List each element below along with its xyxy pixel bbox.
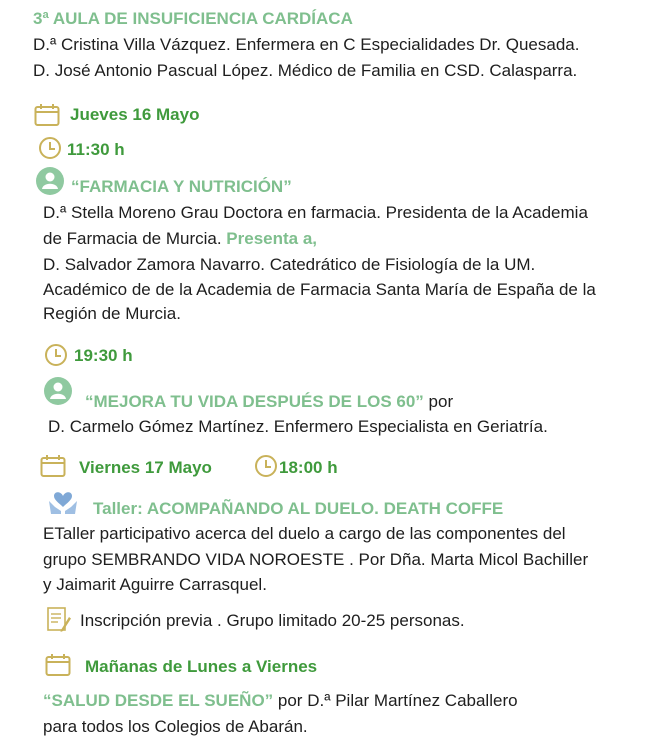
speaker-line: D. José Antonio Pascual López. Médico de Familia en CSD. Calasparra. bbox=[33, 61, 578, 80]
speaker-line: D.ª Cristina Villa Vázquez. Enfermera en C Especialidades Dr. Quesada. bbox=[33, 35, 580, 54]
page-title: 3ª AULA DE INSUFICIENCIA CARDÍACA bbox=[33, 9, 353, 28]
talk-title: Taller: ACOMPAÑANDO AL DUELO. DEATH COFFE bbox=[93, 499, 504, 518]
talk-text: Región de Murcia. bbox=[43, 304, 181, 323]
presenta-label: Presenta a, bbox=[226, 229, 318, 248]
document-edit-icon bbox=[46, 606, 72, 634]
talk-text: Académico de de la Academia de Farmacia Santa María de España de la bbox=[43, 280, 596, 299]
event-time: 11:30 h bbox=[67, 140, 125, 159]
talk-text: para todos los Colegios de Abarán. bbox=[43, 717, 308, 736]
clock-icon bbox=[38, 136, 62, 160]
talk-title-line: “MEJORA TU VIDA DESPUÉS DE LOS 60” por bbox=[85, 392, 454, 411]
clock-icon bbox=[254, 454, 278, 478]
user-icon bbox=[43, 376, 73, 406]
talk-text: de Farmacia de Murcia. Presenta a, bbox=[43, 229, 318, 248]
event-time: 19:30 h bbox=[74, 346, 133, 365]
talk-title-line: “SALUD DESDE EL SUEÑO” por D.ª Pilar Martínez Caballero bbox=[43, 691, 518, 710]
calendar-icon bbox=[45, 653, 71, 677]
talk-title: “FARMACIA Y NUTRICIÓN” bbox=[71, 177, 292, 196]
talk-text: D.ª Stella Moreno Grau Doctora en farmacia. Presidenta de la Academia bbox=[43, 203, 588, 222]
talk-text: D. Carmelo Gómez Martínez. Enfermero Especialista en Geriatría. bbox=[48, 417, 548, 436]
event-time: 18:00 h bbox=[279, 458, 338, 477]
calendar-icon bbox=[34, 103, 60, 127]
talk-text: ETaller participativo acerca del duelo a cargo de las componentes del bbox=[43, 524, 566, 543]
clock-icon bbox=[44, 343, 68, 367]
hands-heart-icon bbox=[48, 487, 78, 515]
event-date: Jueves 16 Mayo bbox=[70, 105, 200, 124]
event-date: Mañanas de Lunes a Viernes bbox=[85, 657, 318, 676]
event-date: Viernes 17 Mayo bbox=[79, 458, 212, 477]
registration-note: Inscripción previa . Grupo limitado 20-25 personas. bbox=[80, 611, 465, 630]
user-icon bbox=[35, 166, 65, 196]
talk-text: grupo SEMBRANDO VIDA NOROESTE . Por Dña. Marta Micol Bachiller bbox=[43, 550, 589, 569]
talk-text: y Jaimarit Aguirre Carrasquel. bbox=[43, 575, 267, 594]
calendar-icon bbox=[40, 454, 66, 478]
talk-text: D. Salvador Zamora Navarro. Catedrático de Fisiología de la UM. bbox=[43, 255, 536, 274]
